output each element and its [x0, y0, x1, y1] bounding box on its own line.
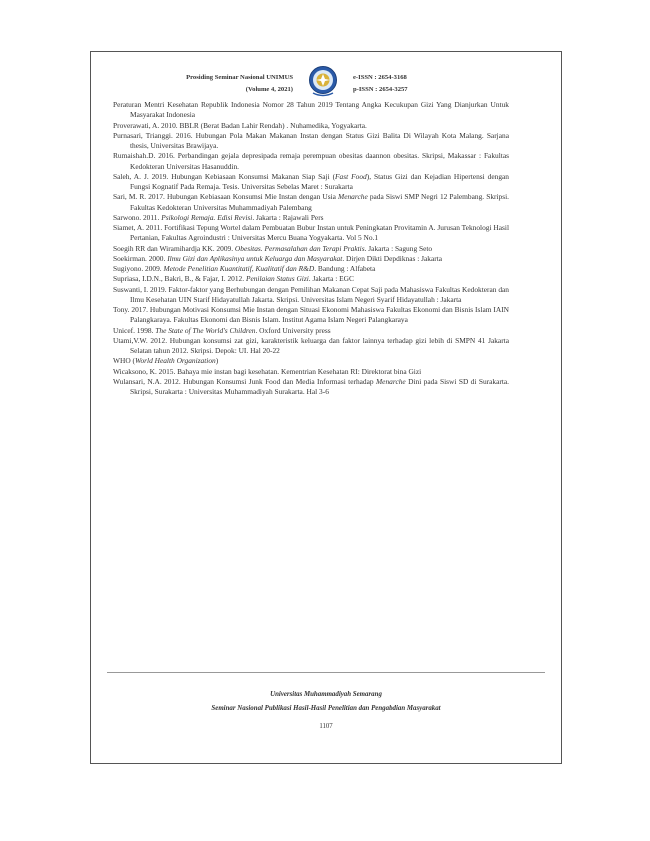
footer-university: Universitas Muhammadiyah Semarang	[270, 691, 382, 698]
reference-entry	[113, 100, 509, 121]
reference-entry	[113, 192, 509, 213]
volume-label: (Volume 4, 2021)	[245, 86, 293, 93]
document-page	[90, 51, 562, 764]
reference-text: pada Siswi SMP Negri 12 Palembang. Skripsi. Fakultas Kedokteran Universitas Muhammadiyah Palembang	[130, 192, 510, 212]
footer-divider	[107, 672, 545, 673]
reference-entry	[113, 264, 509, 274]
reference-text: )	[215, 356, 219, 366]
reference-text: Sugiyono. 2009.	[113, 264, 164, 273]
reference-entry	[113, 244, 509, 254]
reference-entry	[113, 356, 509, 366]
reference-text: . Jakarta : Rajawali Pers	[252, 212, 324, 222]
university-seal-logo-icon	[308, 63, 338, 99]
reference-text: Soegih RR dan Wiramihardja KK. 2009.	[113, 243, 235, 253]
reference-entry	[113, 213, 509, 223]
reference-entry	[113, 285, 509, 306]
reference-italic-text: Fast Food	[335, 171, 367, 181]
reference-text: ), Status Gizi dan Kejadian Hipertensi dengan Fungsi Kognatif Pada Remaja. Tesis. Universitas Sebelas Maret : Surakarta	[130, 171, 510, 191]
reference-entry	[113, 254, 509, 264]
reference-text: . Jakarta : Sagung Seto	[364, 243, 433, 253]
reference-text: Dini pada Siswi SD di Surakarta. Skripsi, Surakarta : Universitas Muhammadiyah Surakarta. Hal 3-6	[130, 376, 510, 396]
reference-entry	[113, 121, 509, 131]
reference-text: Sarwono. 2011.	[113, 212, 162, 222]
reference-text: Wulansari, N.A. 2012. Hubungan Konsumsi Junk Food dan Media Informasi terhadap	[113, 376, 377, 386]
reference-entry	[113, 131, 509, 152]
reference-text: Saleh, A. J. 2019. Hubungan Kebiasaan Konsumsi Makanan Siap Saji (	[113, 171, 336, 181]
reference-text: WHO (	[113, 356, 135, 366]
reference-text: Suswanti, I. 2019. Faktor-faktor yang Berhubungan dengan Pemilihan Makanan Cepat Saji pada Mahasiswa Fakultas Kedokteran dan Ilmu Kesehatan UIN Starif Hidayatullah Jakarta. Skripsi. Universitas Islam Negeri Syarif Hidayatullah : Jakarta	[113, 284, 509, 304]
reference-list	[113, 100, 509, 397]
reference-entry	[113, 274, 509, 284]
reference-italic-text: The State of The World's Children	[155, 325, 256, 335]
eissn-label: e-ISSN : 2654-3168	[353, 74, 407, 81]
header-right	[353, 72, 408, 96]
reference-entry	[113, 305, 509, 326]
reference-text: Utami,V.W. 2012. Hubungan konsumsi zat gizi, karakteristik keluarga dan faktor lainnya terhadap gizi lebih di SMPN 41 Jakarta Selatan tahun 2012. Skripsi. Depok: UI. Hal 20-22	[113, 335, 509, 355]
reference-text: Supriasa, I.D.N., Bakri, B., & Fajar, I. 2012.	[113, 274, 246, 284]
reference-italic-text: Penilaian Status Gizi	[245, 274, 309, 284]
page-number: 1107	[319, 723, 333, 730]
reference-text: . Oxford University press	[255, 325, 331, 335]
page-header	[91, 52, 561, 104]
reference-italic-text: Obesitas. Permasalahan dan Terapi Praktis	[234, 243, 365, 253]
reference-text: . Jakarta : EGC	[308, 274, 354, 284]
reference-entry	[113, 172, 509, 193]
reference-entry	[113, 151, 509, 172]
reference-text: Peraturan Mentri Kesehatan Republik Indonesia Nomor 28 Tahun 2019 Tentang Angka Kecukupan Gizi Yang Dianjurkan Untuk Masyarakat Indonesia	[113, 100, 509, 120]
proceedings-title: Prosiding Seminar Nasional UNIMUS	[186, 74, 293, 81]
reference-text: Rumaishah.D. 2016. Perbandingan gejala depresipada remaja perempuan obesitas daannon obesitas. Skripsi, Makassar : Fakultas Kedokteran Universitas Hasanuddin.	[113, 151, 509, 171]
reference-text: . Dirjen Dikti Depdiknas : Jakarta	[342, 253, 443, 263]
reference-italic-text: Psikologi Remaja. Edisi Revisi	[161, 212, 253, 222]
reference-text: Sari, M. R. 2017. Hubungan Kebiasaan Konsumsi Mie Instan dengan Usia	[113, 192, 339, 202]
reference-italic-text: Ilmu Gizi dan Aplikasinya untuk Keluarga dan Masyarakat	[167, 253, 343, 263]
reference-text: Soekirman. 2000.	[113, 253, 168, 263]
reference-text: Purnasari, Trianggi. 2016. Hubungan Pola Makan Makanan Instan dengan Status Gizi Balita Di Wilayah Kota Malang. Sarjana thesis, Universitas Brawijaya.	[113, 130, 509, 150]
reference-entry	[113, 367, 509, 377]
reference-entry	[113, 377, 509, 398]
reference-entry	[113, 326, 509, 336]
reference-text: . Bandung : Alfabeta	[314, 264, 376, 273]
reference-italic-text: Metode Penelitian Kuantitatif, Kualitatif dan R&D	[163, 264, 315, 273]
footer-seminar: Seminar Nasional Publikasi Hasil-Hasil Penelitian dan Pengabdian Masyarakat	[211, 705, 441, 712]
pissn-label: p-ISSN : 2654-3257	[353, 86, 408, 93]
header-left	[186, 72, 293, 96]
reference-italic-text: Menarche	[376, 376, 406, 386]
reference-entry	[113, 336, 509, 357]
reference-entry	[113, 223, 509, 244]
reference-text: Tony. 2017. Hubungan Motivasi Konsumsi Mie Instan dengan Situasi Ekonomi Mahasiswa Fakultas Ekonomi dan Bisnis Islam IAIN Palangkaraya. Fakultas Ekonomi dan Bisnis Islam. Institut Agama Islam Negeri Palangkaraya	[113, 305, 509, 325]
reference-italic-text: World Health Organization	[134, 356, 216, 366]
reference-italic-text: Menarche	[338, 192, 368, 202]
reference-text: Wicaksono, K. 2015. Bahaya mie instan bagi kesehatan. Kementrian Kesehatan RI: Direktorat bina Gizi	[113, 366, 422, 376]
reference-text: Siamet, A. 2011. Fortifikasi Tepung Wortel dalam Pembuatan Bubur Instan untuk Peningkatan Provitamin A. Jurusan Teknologi Hasil Pertanian, Fakultas Agroindustri : Universitas Mercu Buana Yogyakarta. Vol 5 No.1	[113, 223, 509, 243]
reference-text: Proverawati, A. 2010. BBLR (Berat Badan Lahir Rendah) . Nuhamedika, Yogyakarta.	[113, 120, 367, 130]
reference-text: Unicef. 1998.	[113, 325, 156, 335]
page-footer	[91, 688, 561, 734]
